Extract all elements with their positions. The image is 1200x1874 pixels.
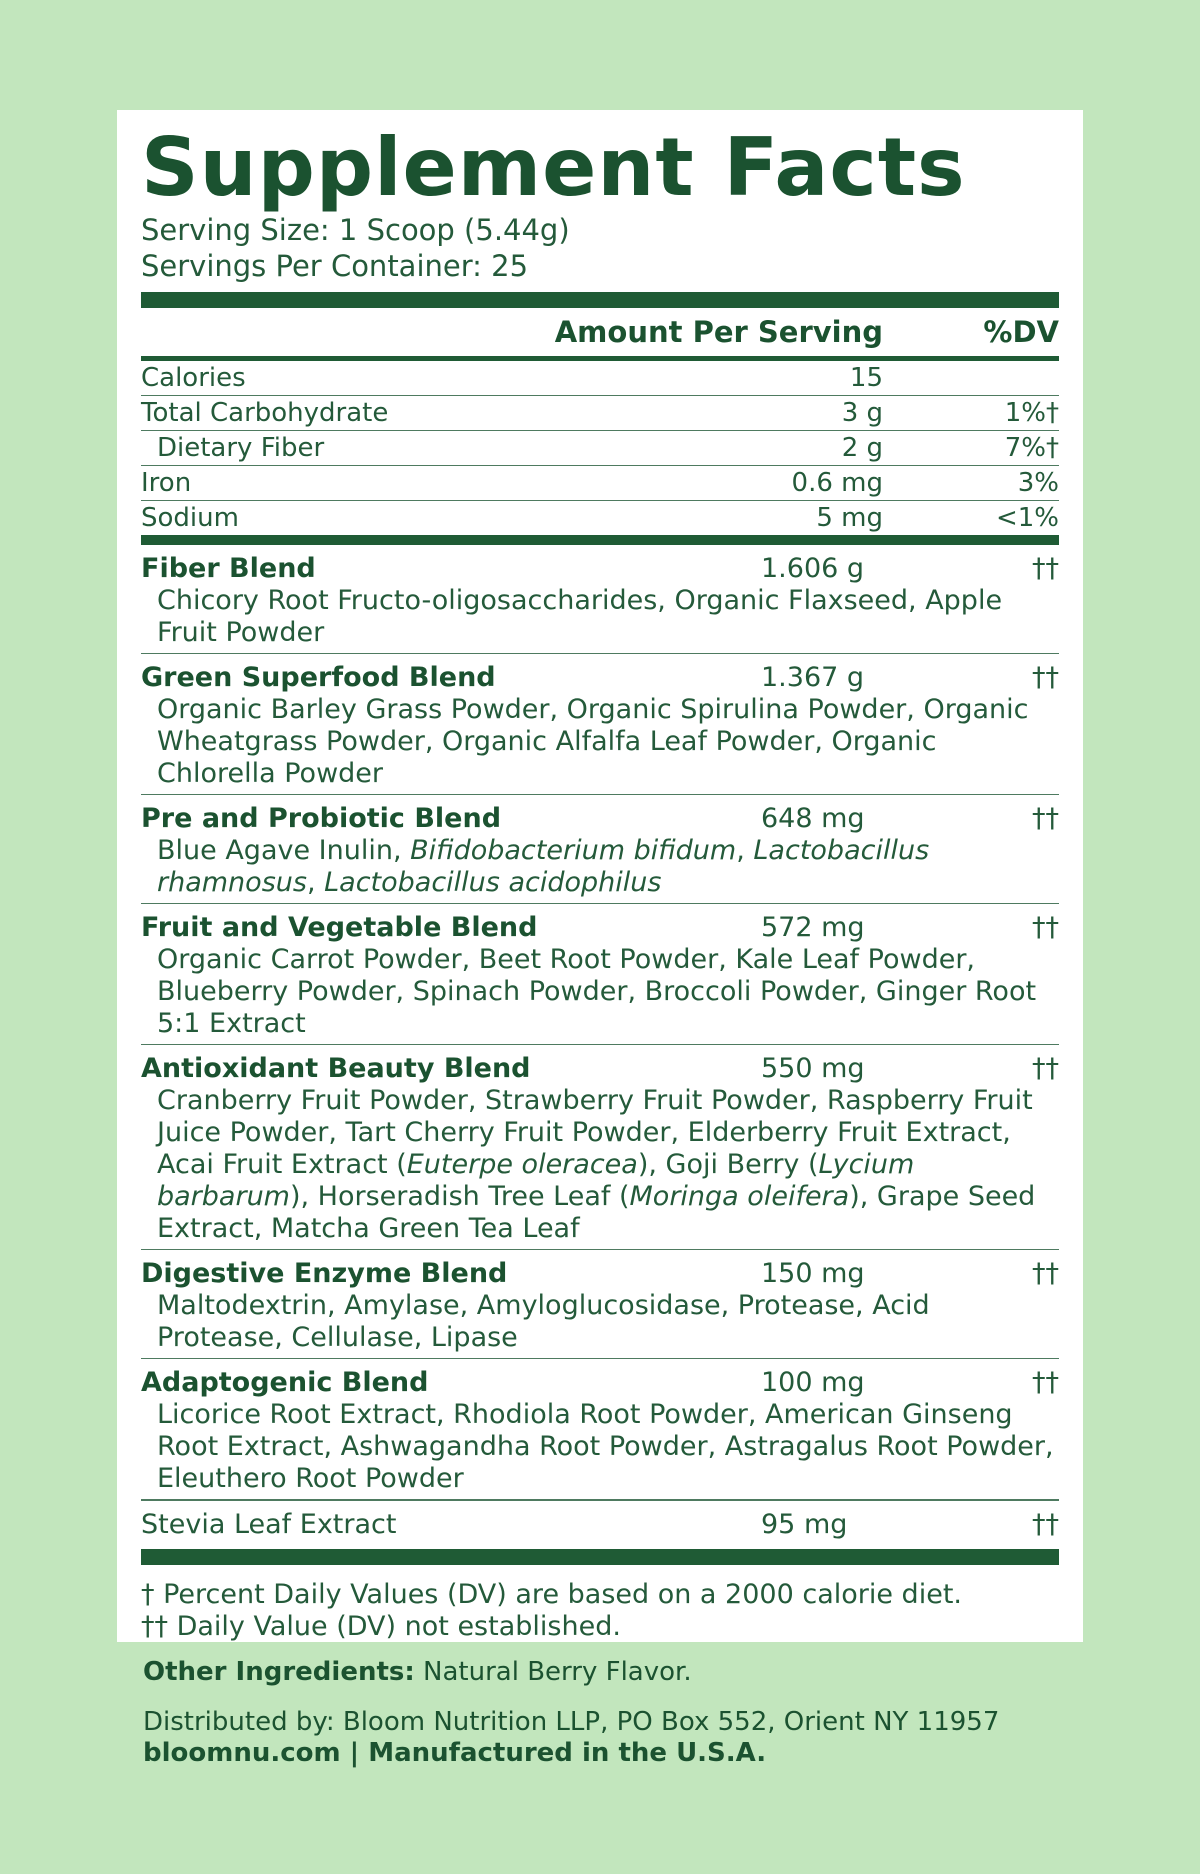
stevia-dv: †† (1032, 1509, 1059, 1540)
amount-per-serving-header: Amount Per Serving (554, 315, 883, 349)
nutrient-row (141, 361, 1059, 396)
supplement-facts-panel (117, 110, 1083, 1642)
website-line: bloomnu.com | Manufactured in the U.S.A. (143, 1738, 767, 1768)
nutrient-amount: 15 (849, 363, 883, 393)
blend-dv: †† (1032, 662, 1059, 693)
blend-dv: †† (1032, 1367, 1059, 1398)
nutrient-dv: <1% (995, 503, 1059, 533)
blend-name: Adaptogenic Blend (141, 1367, 429, 1398)
other-ingredients-label: Other Ingredients: (143, 1657, 415, 1687)
servings-per-container: Servings Per Container: 25 (141, 249, 529, 283)
label-footer (143, 1655, 1083, 1769)
blend-ingredients: Organic Barley Grass Powder, Organic Spirulina Powder, Organic Wheatgrass Powder, Organic Alfalfa Leaf Powder, Organic Chlorella Powder (157, 694, 1029, 789)
stevia-name: Stevia Leaf Extract (141, 1509, 397, 1540)
nutrient-amount: 3 g (841, 398, 883, 428)
stevia-row (141, 1501, 1059, 1549)
blend-ingredients: Organic Carrot Powder, Beet Root Powder, Kale Leaf Powder, Blueberry Powder, Spinach Powder, Broccoli Powder, Ginger Root 5:1 Extract (157, 944, 1037, 1039)
label-title: Supplement Facts (141, 121, 966, 214)
blend-name: Pre and Probiotic Blend (141, 803, 502, 834)
nutrient-row (141, 501, 1059, 535)
blend-ingredients: Licorice Root Extract, Rhodiola Root Powder, American Ginseng Root Extract, Ashwagandha Root Powder, Astragalus Root Powder, Eleuthero Root Powder (157, 1399, 1054, 1494)
blend-amount: 550 mg (761, 1053, 865, 1084)
footnotes (141, 1565, 1059, 1643)
nutrient-name: Total Carbohydrate (141, 398, 389, 428)
nutrient-row (141, 466, 1059, 501)
nutrient-row (141, 396, 1059, 431)
footnote-dv: † Percent Daily Values (DV) are based on a 2000 calorie diet. (141, 1578, 962, 1610)
column-header (141, 308, 1059, 356)
footnote-not-established: †† Daily Value (DV) not established. (141, 1610, 621, 1642)
blend-amount: 1.606 g (761, 553, 865, 584)
blend-ingredients: Chicory Root Fructo-oligosaccharides, Organic Flaxseed, Apple Fruit Powder (157, 585, 1003, 648)
nutrient-name: Calories (141, 363, 246, 393)
blend-dv: †† (1032, 553, 1059, 584)
blend-ingredients: Cranberry Fruit Powder, Strawberry Fruit Powder, Raspberry Fruit Juice Powder, Tart Cherry Fruit Powder, Elderberry Fruit Extract, Acai Fruit Extract (Euterpe oleracea), Goji Berry (Lycium barbarum), Horseradish Tree Leaf (Moringa oleifera), Grape Seed Extract, Matcha Green Tea Leaf (157, 1085, 1036, 1244)
blend-section (141, 545, 1059, 654)
blend-amount: 648 mg (761, 803, 865, 834)
blend-dv: †† (1032, 1258, 1059, 1289)
nutrient-dv: 7%† (1004, 433, 1059, 463)
blend-dv: †† (1032, 1053, 1059, 1084)
blend-name: Antioxidant Beauty Blend (141, 1053, 531, 1084)
serving-size: Serving Size: 1 Scoop (5.44g) (141, 213, 570, 247)
nutrient-dv: 1%† (1004, 398, 1059, 428)
blend-name: Fiber Blend (141, 553, 316, 584)
other-ingredients (143, 1655, 1083, 1689)
nutrient-name: Iron (141, 468, 192, 498)
blend-amount: 1.367 g (761, 662, 865, 693)
divider-thick (141, 292, 1059, 308)
blend-amount: 572 mg (761, 912, 865, 943)
nutrient-row (141, 431, 1059, 466)
blend-name: Green Superfood Blend (141, 662, 496, 693)
divider-medium (141, 535, 1059, 545)
stevia-amount: 95 mg (761, 1509, 848, 1540)
nutrient-amount: 0.6 mg (791, 468, 883, 498)
nutrient-amount: 2 g (841, 433, 883, 463)
blend-list (141, 545, 1059, 1499)
blend-section (141, 795, 1059, 904)
blend-amount: 150 mg (761, 1258, 865, 1289)
nutrient-dv: 3% (1017, 468, 1059, 498)
blend-ingredients: Blue Agave Inulin, Bifidobacterium bifidum, Lactobacillus rhamnosus, Lactobacillus acidophilus (157, 835, 930, 898)
blend-section (141, 1250, 1059, 1359)
blend-amount: 100 mg (761, 1367, 865, 1398)
blend-dv: †† (1032, 912, 1059, 943)
nutrient-name: Dietary Fiber (157, 433, 325, 463)
blend-ingredients: Maltodextrin, Amylase, Amyloglucosidase, Protease, Acid Protease, Cellulase, Lipase (157, 1290, 930, 1353)
other-ingredients-value: Natural Berry Flavor. (423, 1657, 692, 1687)
nutrient-name: Sodium (141, 503, 239, 533)
blend-dv: †† (1032, 803, 1059, 834)
blend-name: Fruit and Vegetable Blend (141, 912, 538, 943)
blend-section (141, 654, 1059, 795)
blend-section (141, 1359, 1059, 1499)
blend-section (141, 1045, 1059, 1250)
dv-header: %DV (983, 315, 1059, 349)
distributor-line: Distributed by: Bloom Nutrition LLP, PO Box 552, Orient NY 11957 (143, 1707, 1000, 1737)
divider-thick-bottom (141, 1549, 1059, 1565)
blend-name: Digestive Enzyme Blend (141, 1258, 508, 1289)
nutrient-table (141, 361, 1059, 535)
nutrient-amount: 5 mg (816, 503, 883, 533)
blend-section (141, 904, 1059, 1045)
